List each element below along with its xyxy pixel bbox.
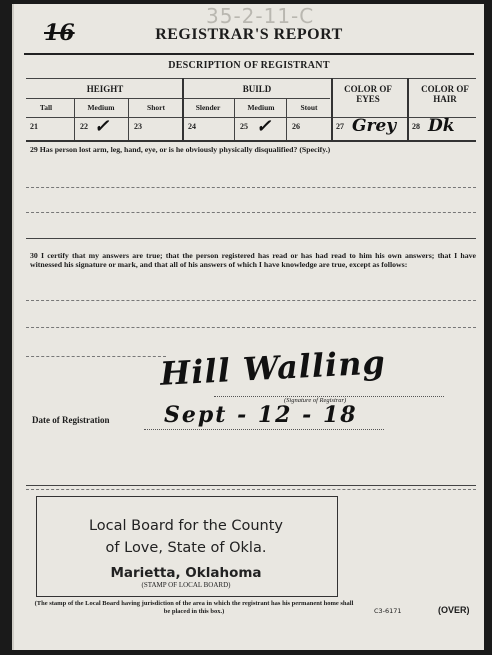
title-rule: [24, 53, 474, 55]
col-divider: [286, 98, 287, 140]
form-code: C3-6171: [374, 607, 402, 615]
cell-number: 27: [336, 122, 344, 131]
height-medium-checkmark: ✓: [94, 116, 110, 137]
hair-color-value: Dk: [428, 116, 455, 136]
col-divider: [234, 98, 235, 140]
over-label: (OVER): [438, 605, 470, 615]
serial-number-stamp: 35-2-11-C: [206, 4, 315, 28]
cell-number: 24: [188, 122, 196, 131]
eyes-header: COLOR OF EYES: [344, 84, 392, 104]
build-header: BUILD: [242, 84, 272, 94]
table-bottom-rule: [26, 140, 476, 142]
section-rule: [26, 238, 476, 239]
description-heading: DESCRIPTION OF REGISTRANT: [168, 60, 330, 71]
build-col-stout: Stout: [300, 103, 318, 112]
height-col-medium: Medium: [87, 103, 115, 112]
height-col-tall: Tall: [39, 103, 53, 112]
date-of-registration-label: Date of Registration: [32, 415, 110, 425]
cell-number: 25: [240, 122, 248, 131]
answer-line: [26, 356, 166, 357]
stamp-line-3: Marietta, Oklahoma: [110, 565, 262, 581]
build-col-medium: Medium: [247, 103, 275, 112]
cell-number: 22: [80, 122, 88, 131]
stamp-footnote: (The stamp of the Local Board having jurisdiction of the area in which the registrant has his permanent home shall be placed in this box.): [34, 600, 354, 615]
height-col-short: Short: [147, 103, 165, 112]
page-title: REGISTRAR'S REPORT: [155, 26, 343, 43]
subheader-rule: [26, 98, 330, 99]
answer-line: [26, 327, 476, 328]
date-of-registration-value: Sept - 12 - 18: [164, 402, 358, 428]
question-29: 29 Has person lost arm, leg, hand, eye, or is he obviously physically disqualified? (Specify.): [30, 145, 331, 154]
hair-header: COLOR OF HAIR: [421, 84, 469, 104]
registrar-signature: Hill Walling: [159, 343, 387, 393]
corner-handwritten-number: 16: [44, 20, 75, 46]
height-header: HEIGHT: [86, 84, 124, 94]
question-30: 30 I certify that my answers are true; that the person registered has read or has had read to him his own answers; that I have witnessed his signature or mark, and that all of his answers of which I have knowledge are true, except as follows:: [30, 251, 476, 269]
answer-line: [26, 187, 476, 188]
answer-line: [26, 212, 476, 213]
stamp-line-2: of Love, State of Okla.: [105, 540, 267, 556]
build-medium-checkmark: ✓: [256, 116, 272, 137]
signature-caption: (Signature of Registrar): [284, 397, 347, 404]
col-divider: [128, 98, 129, 140]
col-divider: [331, 78, 333, 140]
stamp-caption: (STAMP OF LOCAL BOARD): [141, 581, 231, 589]
answer-line: [26, 300, 476, 301]
cell-number: 23: [134, 122, 142, 131]
cut-line: [26, 489, 476, 490]
cell-number: 26: [292, 122, 300, 131]
cell-number: 28: [412, 122, 420, 131]
section-rule: [26, 485, 476, 486]
col-divider: [74, 98, 75, 140]
stamp-line-1: Local Board for the County: [88, 518, 283, 534]
registration-card: [12, 4, 484, 650]
cell-number: 21: [30, 122, 38, 131]
eye-color-value: Grey: [352, 116, 397, 136]
col-divider: [407, 78, 409, 140]
date-line: [144, 429, 384, 430]
build-col-slender: Slender: [195, 103, 221, 112]
col-divider: [182, 78, 184, 140]
